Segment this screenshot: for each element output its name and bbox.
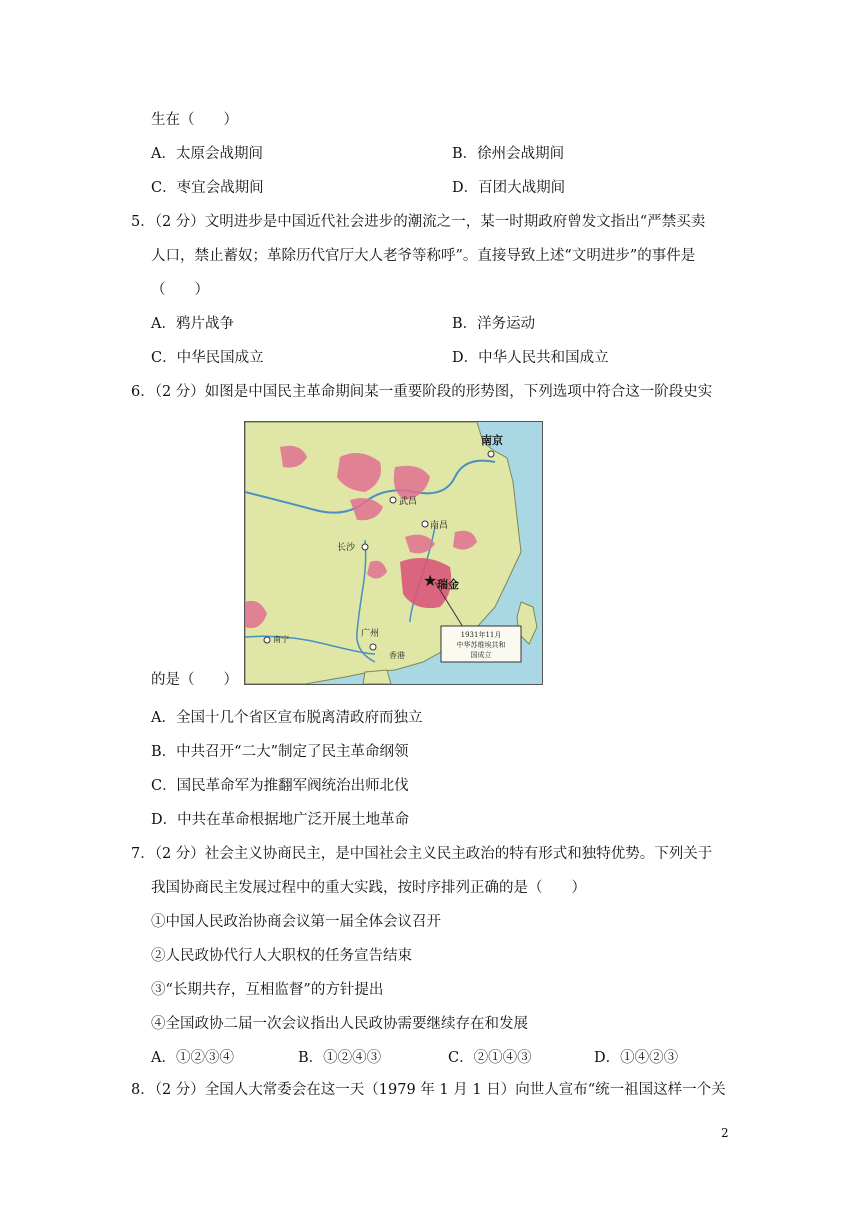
wuhan-marker [390, 497, 396, 503]
q5-option-d: D．中华人民共和国成立 [452, 350, 609, 366]
nanning-marker [264, 637, 270, 643]
q6-option-d: D．中共在革命根据地广泛开展土地革命 [151, 812, 410, 828]
q7-option-b: B．①②④③ [298, 1050, 382, 1066]
ruijin-star: ★ [423, 571, 438, 590]
nanchang-label: 南昌 [430, 521, 449, 531]
changsha-marker [362, 544, 368, 550]
q7-option-d: D．①④②③ [594, 1050, 679, 1066]
situation-map [244, 421, 543, 685]
q5-stem-line2: 人口，禁止蓄奴；革除历代官厅大人老爷等称呼”。直接导致上述“文明进步”的事件是 [151, 248, 696, 264]
q5-option-b: B．洋务运动 [452, 316, 536, 332]
q4-option-b: B．徐州会战期间 [452, 146, 565, 162]
wuhan-label: 武昌 [399, 497, 418, 507]
q4-option-c: C．枣宜会战期间 [151, 180, 264, 196]
callout-text-3: 国成立 [470, 651, 492, 659]
map-graphic [245, 422, 542, 684]
callout-text-1: 1931年11月 [460, 631, 502, 639]
q4-stem-tail: 生在（ ） [151, 112, 238, 128]
q4-option-d: D．百团大战期间 [452, 180, 566, 196]
q4-option-a: A．太原会战期间 [151, 146, 263, 162]
q5-option-a: A．鸦片战争 [151, 316, 234, 332]
q7-option-c: C．②①④③ [448, 1050, 532, 1066]
q6-option-c: C．国民革命军为推翻军阀统治出师北伐 [151, 778, 409, 794]
q7-item-1: ①中国人民政治协商会议第一届全体会议召开 [151, 914, 441, 930]
q7-stem-line2: 我国协商民主发展过程中的重大实践，按时序排列正确的是（ ） [151, 880, 586, 896]
page-number: 2 [721, 1126, 729, 1140]
q7-item-4: ④全国政协二届一次会议指出人民政协需要继续存在和发展 [151, 1016, 528, 1032]
q7-option-a: A．①②③④ [151, 1050, 234, 1066]
nanchang-marker [422, 521, 428, 527]
q6-stem-line2: 的是（ ） [151, 672, 238, 688]
changsha-label: 长沙 [337, 543, 356, 553]
hongkong-label: 香港 [389, 651, 405, 660]
nanning-label: 南宁 [273, 635, 289, 644]
q7-item-2: ②人民政协代行人大职权的任务宣告结束 [151, 948, 412, 964]
nanjing-marker [488, 451, 494, 457]
q7-stem-line1: 7．（2 分）社会主义协商民主，是中国社会主义民主政治的特有形式和独特优势。下列关于 [131, 846, 713, 862]
callout-text-2: 中华苏维埃共和 [456, 641, 506, 649]
q6-option-b: B．中共召开“二大”制定了民主革命纲领 [151, 744, 409, 760]
q8-stem-line1: 8．（2 分）全国人大常委会在这一天（1979 年 1 月 1 日）向世人宣布“统一祖国这样一个关 [131, 1082, 726, 1098]
guangzhou-marker [370, 644, 376, 650]
q6-stem-line1: 6．（2 分）如图是中国民主革命期间某一重要阶段的形势图，下列选项中符合这一阶段史实 [131, 384, 713, 400]
hainan-island [363, 670, 391, 684]
q7-item-3: ③“长期共存，互相监督”的方针提出 [151, 982, 384, 998]
ruijin-label: 瑞金 [437, 578, 459, 591]
nanjing-label: 南京 [481, 434, 503, 447]
q5-stem-line1: 5．（2 分）文明进步是中国近代社会进步的潮流之一，某一时期政府曾发文指出“严禁买卖 [131, 214, 706, 230]
q6-option-a: A．全国十几个省区宣布脱离清政府而独立 [151, 710, 423, 726]
guangzhou-label: 广州 [361, 629, 380, 639]
q5-option-c: C．中华民国成立 [151, 350, 264, 366]
q5-stem-line3: （ ） [151, 282, 209, 298]
